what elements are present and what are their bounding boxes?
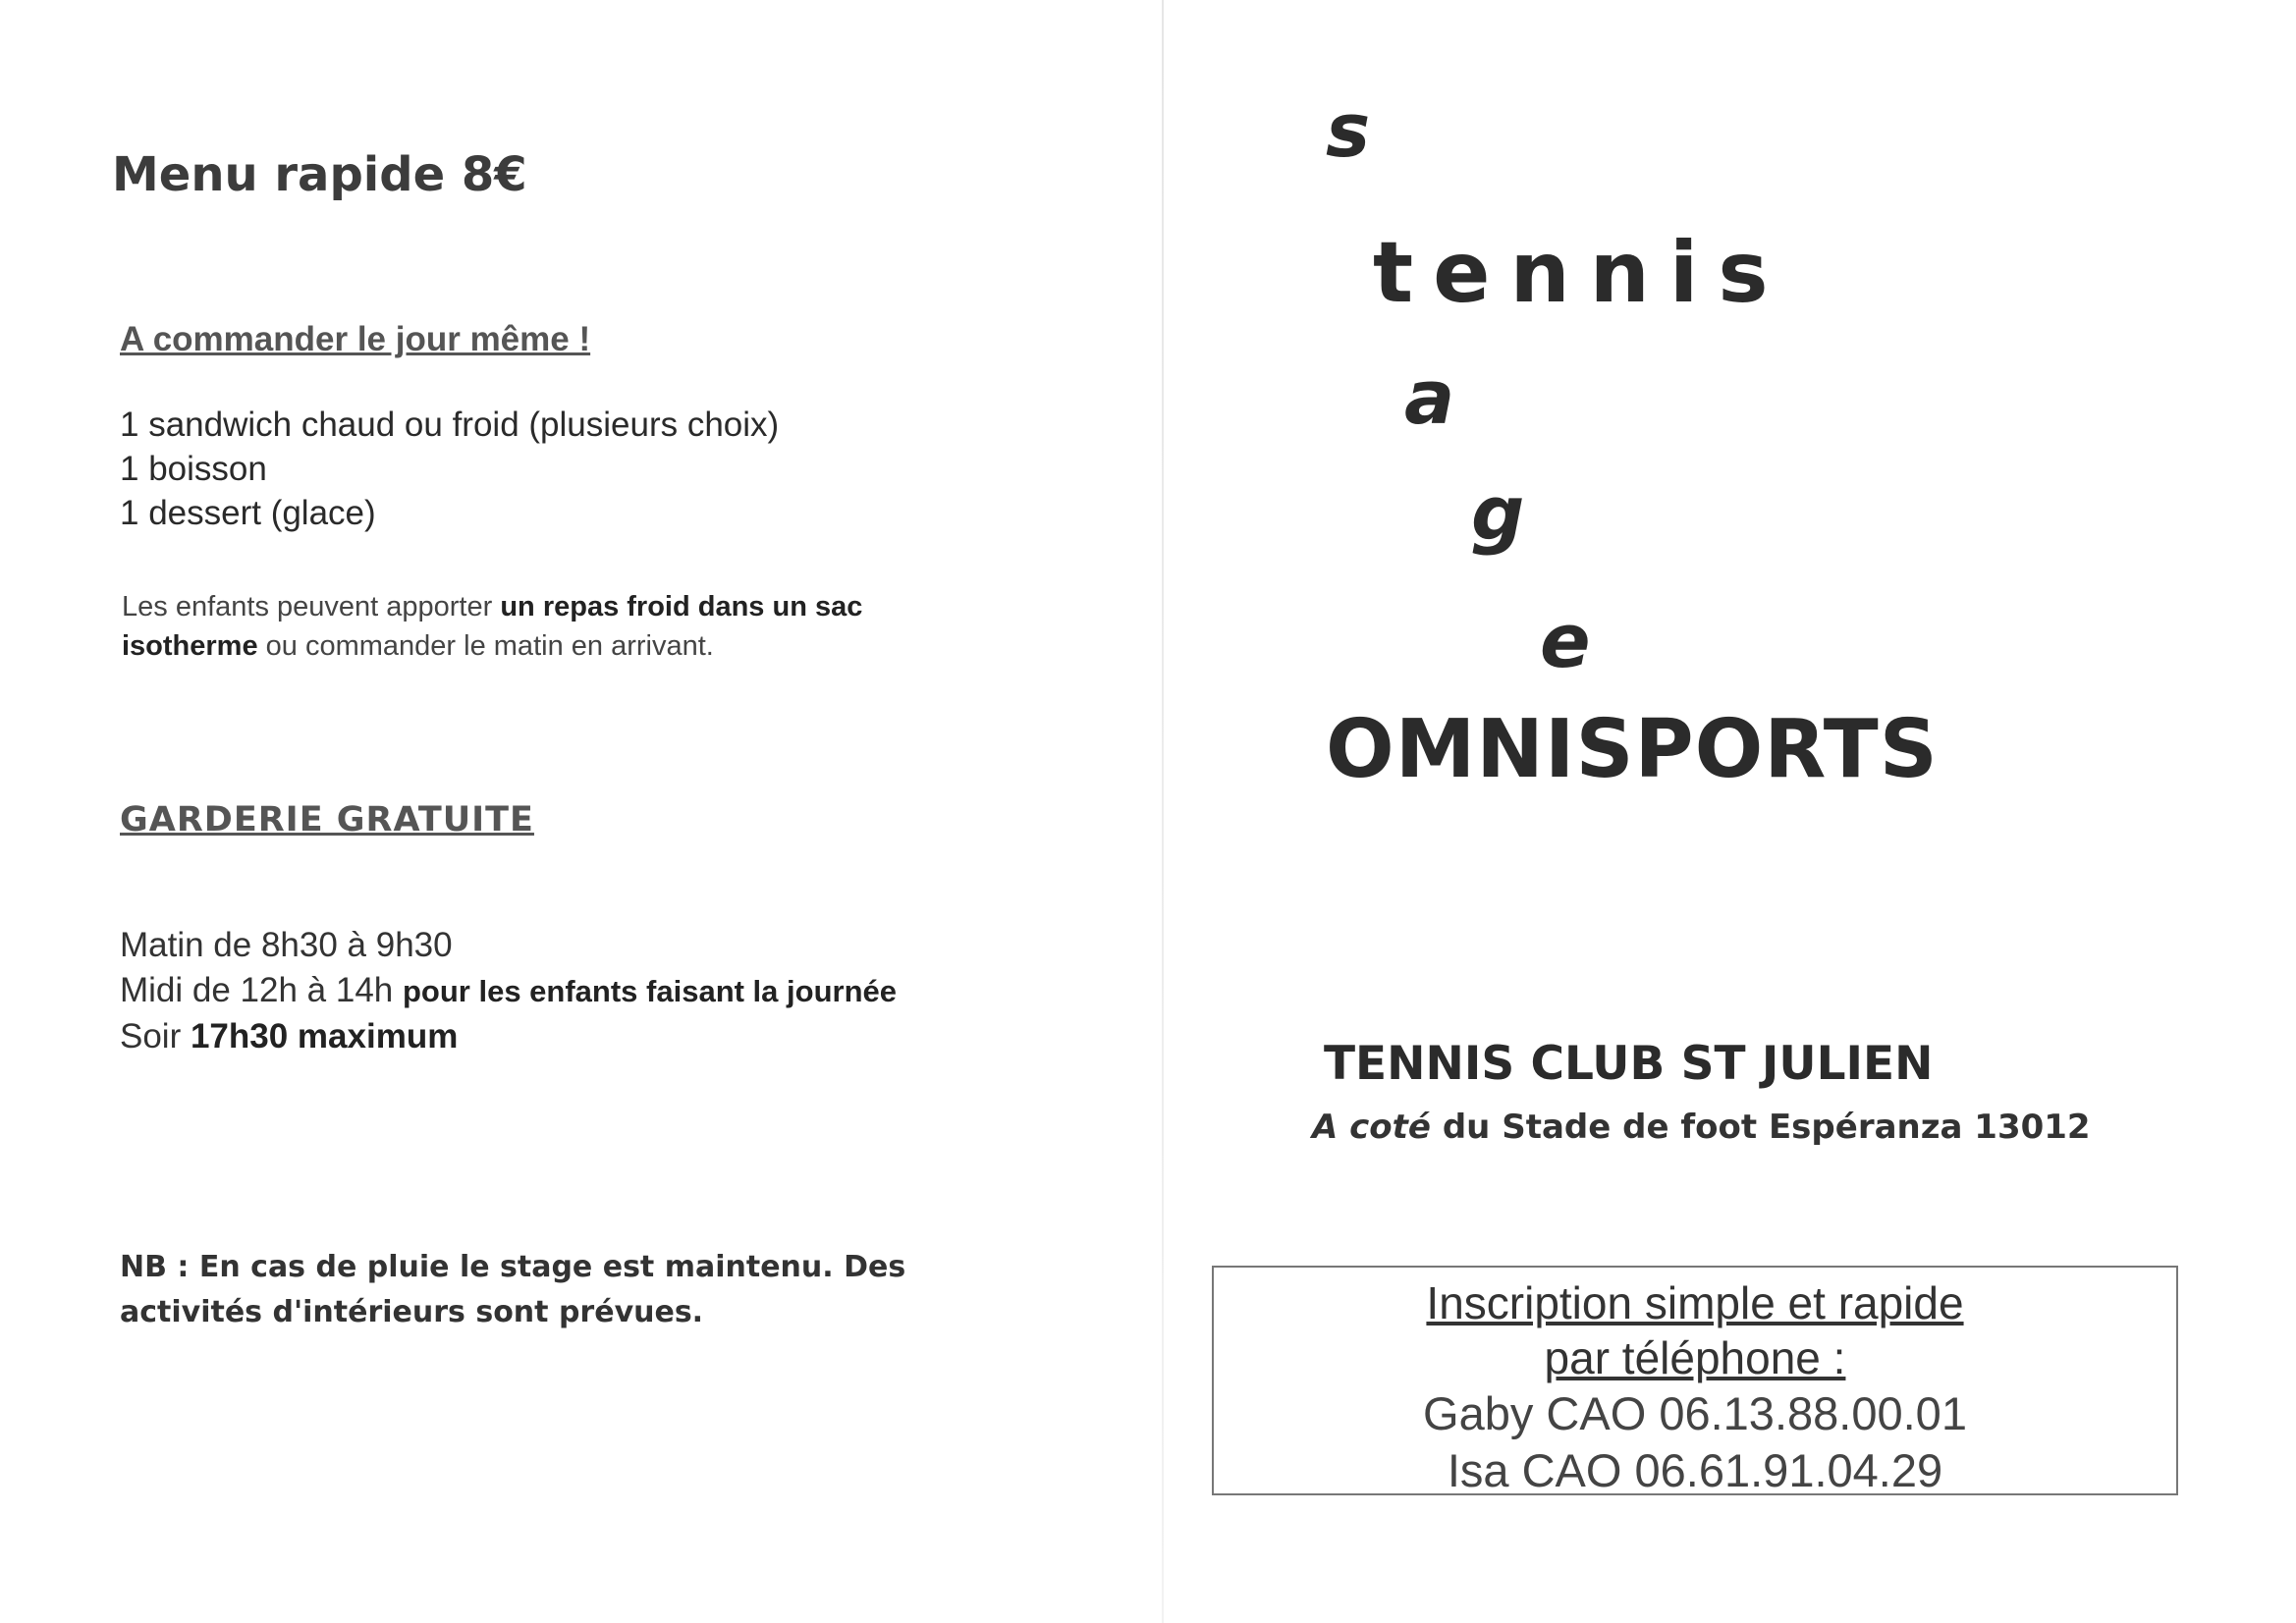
garderie-hours [120, 923, 897, 1059]
stage-letter-s: s [1326, 86, 1371, 174]
hours-morning: Matin de 8h30 à 9h30 [120, 926, 453, 964]
hours-noon: Midi de 12h à 14h pour les enfants faisant la journée [120, 971, 897, 1009]
club-name: TENNIS CLUB ST JULIEN [1324, 1037, 1934, 1091]
page-fold [1162, 0, 1164, 1623]
menu-items-list [120, 403, 779, 535]
stage-letter-g: g [1471, 469, 1525, 557]
tennis-word: tennis [1373, 224, 1788, 322]
menu-item: 1 dessert (glace) [120, 494, 376, 532]
omnisports-title: OMNISPORTS [1326, 703, 1939, 796]
menu-item: 1 boisson [120, 450, 267, 488]
stage-letter-e: e [1540, 597, 1591, 684]
lunch-note: Les enfants peuvent apporter un repas froid dans un sac isotherme ou commander le matin en arrivant. [122, 591, 863, 662]
menu-title: Menu rapide 8€ [112, 147, 527, 202]
rain-note: NB : En cas de pluie le stage est maintenu. Des activités d'intérieurs sont prévues. [120, 1250, 906, 1329]
hours-evening: Soir 17h30 maximum [120, 1017, 459, 1055]
registration-line2: par téléphone : [1544, 1332, 1846, 1383]
garderie-heading: GARDERIE GRATUITE [120, 800, 534, 839]
registration-line1: Inscription simple et rapide [1426, 1277, 1964, 1328]
contact-gaby: Gaby CAO 06.13.88.00.01 [1423, 1387, 1967, 1439]
stage-letter-a: a [1404, 353, 1455, 441]
order-heading: A commander le jour même ! [120, 320, 591, 358]
club-address: A coté du Stade de foot Espéranza 13012 [1312, 1108, 2091, 1147]
menu-item: 1 sandwich chaud ou froid (plusieurs choix) [120, 406, 780, 444]
contact-isa: Isa CAO 06.61.91.04.29 [1447, 1444, 1943, 1496]
registration-box [1212, 1266, 2178, 1495]
